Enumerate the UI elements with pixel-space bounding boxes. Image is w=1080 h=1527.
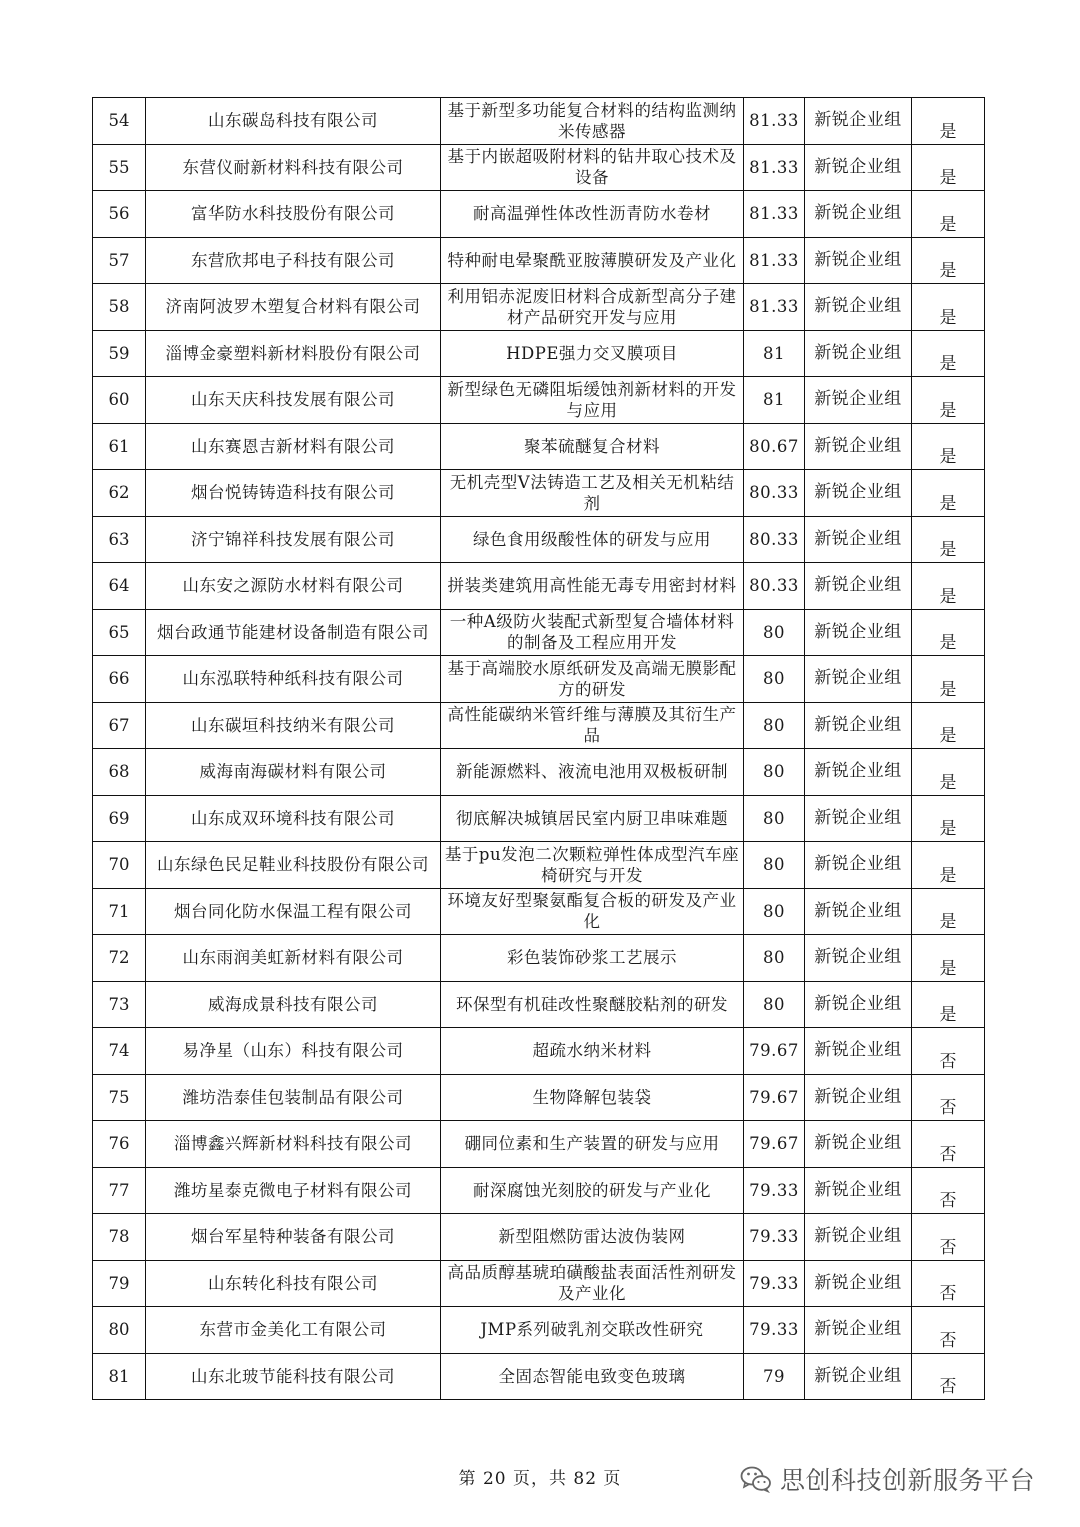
score: 80.33 [744,470,805,517]
company-name: 山东绿色民足鞋业科技股份有限公司 [146,842,441,889]
table-row [93,749,985,796]
group-name: 新锐企业组 [805,888,912,935]
status-flag: 是 [912,609,985,656]
group-name: 新锐企业组 [805,563,912,610]
project-name: HDPE强力交叉膜项目 [441,330,744,377]
row-number: 61 [93,423,146,470]
project-name: 耐高温弹性体改性沥青防水卷材 [441,191,744,238]
page-number: 第 20 页，共 82 页 [458,1469,622,1489]
group-name: 新锐企业组 [805,795,912,842]
project-name: 基于高端胶水原纸研发及高端无膜影配方的研发 [441,656,744,703]
project-name: 特种耐电晕聚酰亚胺薄膜研发及产业化 [441,237,744,284]
status-flag: 否 [912,1214,985,1261]
table-row [93,563,985,610]
status-flag: 是 [912,377,985,424]
row-number: 58 [93,284,146,331]
table-row [93,330,985,377]
group-name: 新锐企业组 [805,1260,912,1307]
project-name: 新能源燃料、液流电池用双极板研制 [441,749,744,796]
score: 79.33 [744,1167,805,1214]
status-flag: 是 [912,284,985,331]
group-name: 新锐企业组 [805,981,912,1028]
table-row [93,1028,985,1075]
score: 81 [744,330,805,377]
score: 81.33 [744,191,805,238]
project-name: 彩色装饰砂浆工艺展示 [441,935,744,982]
score: 81.33 [744,98,805,145]
project-name: 无机壳型V法铸造工艺及相关无机粘结剂 [441,470,744,517]
table-row [93,981,985,1028]
project-name: 高品质醇基琥珀磺酸盐表面活性剂研发及产业化 [441,1260,744,1307]
table-row [93,144,985,191]
company-name: 易净星（山东）科技有限公司 [146,1028,441,1075]
score: 80 [744,888,805,935]
company-name: 潍坊星泰克微电子材料有限公司 [146,1167,441,1214]
results-table-body [93,98,985,1400]
table-row [93,191,985,238]
project-name: 基于内嵌超吸附材料的钻井取心技术及设备 [441,144,744,191]
company-name: 威海南海碳材料有限公司 [146,749,441,796]
row-number: 78 [93,1214,146,1261]
status-flag: 是 [912,656,985,703]
score: 81 [744,377,805,424]
score: 79.33 [744,1307,805,1354]
status-flag: 否 [912,1353,985,1400]
table-row [93,702,985,749]
project-name: 拼装类建筑用高性能无毒专用密封材料 [441,563,744,610]
project-name: 一种A级防火装配式新型复合墙体材料的制备及工程应用开发 [441,609,744,656]
table-row [93,935,985,982]
group-name: 新锐企业组 [805,935,912,982]
status-flag: 是 [912,563,985,610]
table-row [93,1214,985,1261]
group-name: 新锐企业组 [805,423,912,470]
row-number: 81 [93,1353,146,1400]
group-name: 新锐企业组 [805,702,912,749]
row-number: 73 [93,981,146,1028]
company-name: 烟台政通节能建材设备制造有限公司 [146,609,441,656]
company-name: 山东泓联特种纸科技有限公司 [146,656,441,703]
project-name: 高性能碳纳米管纤维与薄膜及其衍生产品 [441,702,744,749]
company-name: 山东安之源防水材料有限公司 [146,563,441,610]
company-name: 潍坊浩泰佳包装制品有限公司 [146,1074,441,1121]
score: 80 [744,609,805,656]
score: 81.33 [744,144,805,191]
status-flag: 是 [912,98,985,145]
table-row [93,795,985,842]
group-name: 新锐企业组 [805,1074,912,1121]
project-name: 生物降解包装袋 [441,1074,744,1121]
project-name: 环保型有机硅改性聚醚胶粘剂的研发 [441,981,744,1028]
score: 79.67 [744,1028,805,1075]
group-name: 新锐企业组 [805,470,912,517]
table-row [93,423,985,470]
status-flag: 否 [912,1074,985,1121]
table-row [93,609,985,656]
project-name: 利用铝赤泥废旧材料合成新型高分子建材产品研究开发与应用 [441,284,744,331]
score: 81.33 [744,237,805,284]
status-flag: 是 [912,749,985,796]
company-name: 山东赛恩吉新材料有限公司 [146,423,441,470]
watermark [740,1461,1035,1497]
status-flag: 否 [912,1260,985,1307]
table-row [93,1167,985,1214]
company-name: 山东成双环境科技有限公司 [146,795,441,842]
project-name: 环境友好型聚氨酯复合板的研发及产业化 [441,888,744,935]
status-flag: 否 [912,1121,985,1168]
row-number: 71 [93,888,146,935]
project-name: 超疏水纳米材料 [441,1028,744,1075]
company-name: 东营仪耐新材料科技有限公司 [146,144,441,191]
table-row [93,656,985,703]
table-row [93,377,985,424]
group-name: 新锐企业组 [805,1214,912,1261]
project-name: 基于新型多功能复合材料的结构监测纳米传感器 [441,98,744,145]
table-row [93,516,985,563]
status-flag: 是 [912,888,985,935]
row-number: 80 [93,1307,146,1354]
score: 80 [744,981,805,1028]
status-flag: 是 [912,191,985,238]
company-name: 山东碳岛科技有限公司 [146,98,441,145]
status-flag: 是 [912,144,985,191]
status-flag: 是 [912,842,985,889]
group-name: 新锐企业组 [805,237,912,284]
company-name: 山东北玻节能科技有限公司 [146,1353,441,1400]
score: 80.67 [744,423,805,470]
score: 80.33 [744,563,805,610]
company-name: 富华防水科技股份有限公司 [146,191,441,238]
status-flag: 是 [912,702,985,749]
results-table [92,97,985,1400]
company-name: 山东转化科技有限公司 [146,1260,441,1307]
table-row [93,1260,985,1307]
company-name: 济南阿波罗木塑复合材料有限公司 [146,284,441,331]
group-name: 新锐企业组 [805,609,912,656]
row-number: 79 [93,1260,146,1307]
company-name: 山东天庆科技发展有限公司 [146,377,441,424]
status-flag: 否 [912,1028,985,1075]
row-number: 74 [93,1028,146,1075]
status-flag: 否 [912,1167,985,1214]
company-name: 山东雨润美虹新材料有限公司 [146,935,441,982]
table-row [93,1353,985,1400]
project-name: 硼同位素和生产装置的研发与应用 [441,1121,744,1168]
group-name: 新锐企业组 [805,1353,912,1400]
project-name: 新型绿色无磷阻垢缓蚀剂新材料的开发与应用 [441,377,744,424]
company-name: 淄博金豪塑料新材料股份有限公司 [146,330,441,377]
row-number: 60 [93,377,146,424]
group-name: 新锐企业组 [805,656,912,703]
company-name: 淄博鑫兴辉新材料科技有限公司 [146,1121,441,1168]
project-name: 全固态智能电致变色玻璃 [441,1353,744,1400]
row-number: 56 [93,191,146,238]
row-number: 76 [93,1121,146,1168]
score: 80 [744,935,805,982]
group-name: 新锐企业组 [805,516,912,563]
group-name: 新锐企业组 [805,377,912,424]
score: 80.33 [744,516,805,563]
table-row [93,888,985,935]
group-name: 新锐企业组 [805,330,912,377]
project-name: 绿色食用级酸性体的研发与应用 [441,516,744,563]
status-flag: 是 [912,981,985,1028]
group-name: 新锐企业组 [805,98,912,145]
project-name: 聚苯硫醚复合材料 [441,423,744,470]
table-row [93,842,985,889]
status-flag: 是 [912,423,985,470]
company-name: 烟台悦铸铸造科技有限公司 [146,470,441,517]
project-name: 基于pu发泡二次颗粒弹性体成型汽车座椅研究与开发 [441,842,744,889]
table-row [93,1307,985,1354]
row-number: 68 [93,749,146,796]
row-number: 70 [93,842,146,889]
status-flag: 是 [912,516,985,563]
score: 79 [744,1353,805,1400]
table-row [93,1121,985,1168]
company-name: 东营市金美化工有限公司 [146,1307,441,1354]
table-row [93,470,985,517]
row-number: 69 [93,795,146,842]
row-number: 59 [93,330,146,377]
score: 81.33 [744,284,805,331]
status-flag: 是 [912,470,985,517]
table-row [93,284,985,331]
group-name: 新锐企业组 [805,1167,912,1214]
wechat-icon [740,1465,772,1493]
status-flag: 否 [912,1307,985,1354]
score: 79.33 [744,1214,805,1261]
project-name: JMP系列破乳剂交联改性研究 [441,1307,744,1354]
group-name: 新锐企业组 [805,191,912,238]
table-row [93,98,985,145]
row-number: 64 [93,563,146,610]
project-name: 耐深腐蚀光刻胶的研发与产业化 [441,1167,744,1214]
project-name: 彻底解决城镇居民室内厨卫串味难题 [441,795,744,842]
group-name: 新锐企业组 [805,284,912,331]
score: 79.33 [744,1260,805,1307]
row-number: 57 [93,237,146,284]
table-row [93,1074,985,1121]
company-name: 济宁锦祥科技发展有限公司 [146,516,441,563]
group-name: 新锐企业组 [805,749,912,796]
row-number: 77 [93,1167,146,1214]
project-name: 新型阻燃防雷达波伪装网 [441,1214,744,1261]
score: 80 [744,702,805,749]
row-number: 62 [93,470,146,517]
company-name: 山东碳垣科技纳米有限公司 [146,702,441,749]
row-number: 67 [93,702,146,749]
company-name: 烟台军星特种装备有限公司 [146,1214,441,1261]
status-flag: 是 [912,330,985,377]
score: 80 [744,842,805,889]
score: 80 [744,749,805,796]
group-name: 新锐企业组 [805,1307,912,1354]
company-name: 东营欣邦电子科技有限公司 [146,237,441,284]
row-number: 65 [93,609,146,656]
group-name: 新锐企业组 [805,1028,912,1075]
row-number: 63 [93,516,146,563]
table-row [93,237,985,284]
row-number: 54 [93,98,146,145]
score: 80 [744,795,805,842]
group-name: 新锐企业组 [805,1121,912,1168]
group-name: 新锐企业组 [805,842,912,889]
row-number: 75 [93,1074,146,1121]
company-name: 烟台同化防水保温工程有限公司 [146,888,441,935]
status-flag: 是 [912,237,985,284]
row-number: 72 [93,935,146,982]
row-number: 66 [93,656,146,703]
score: 80 [744,656,805,703]
status-flag: 是 [912,935,985,982]
row-number: 55 [93,144,146,191]
status-flag: 是 [912,795,985,842]
score: 79.67 [744,1074,805,1121]
group-name: 新锐企业组 [805,144,912,191]
score: 79.67 [744,1121,805,1168]
watermark-text: 思创科技创新服务平台 [780,1466,1036,1495]
company-name: 威海成景科技有限公司 [146,981,441,1028]
